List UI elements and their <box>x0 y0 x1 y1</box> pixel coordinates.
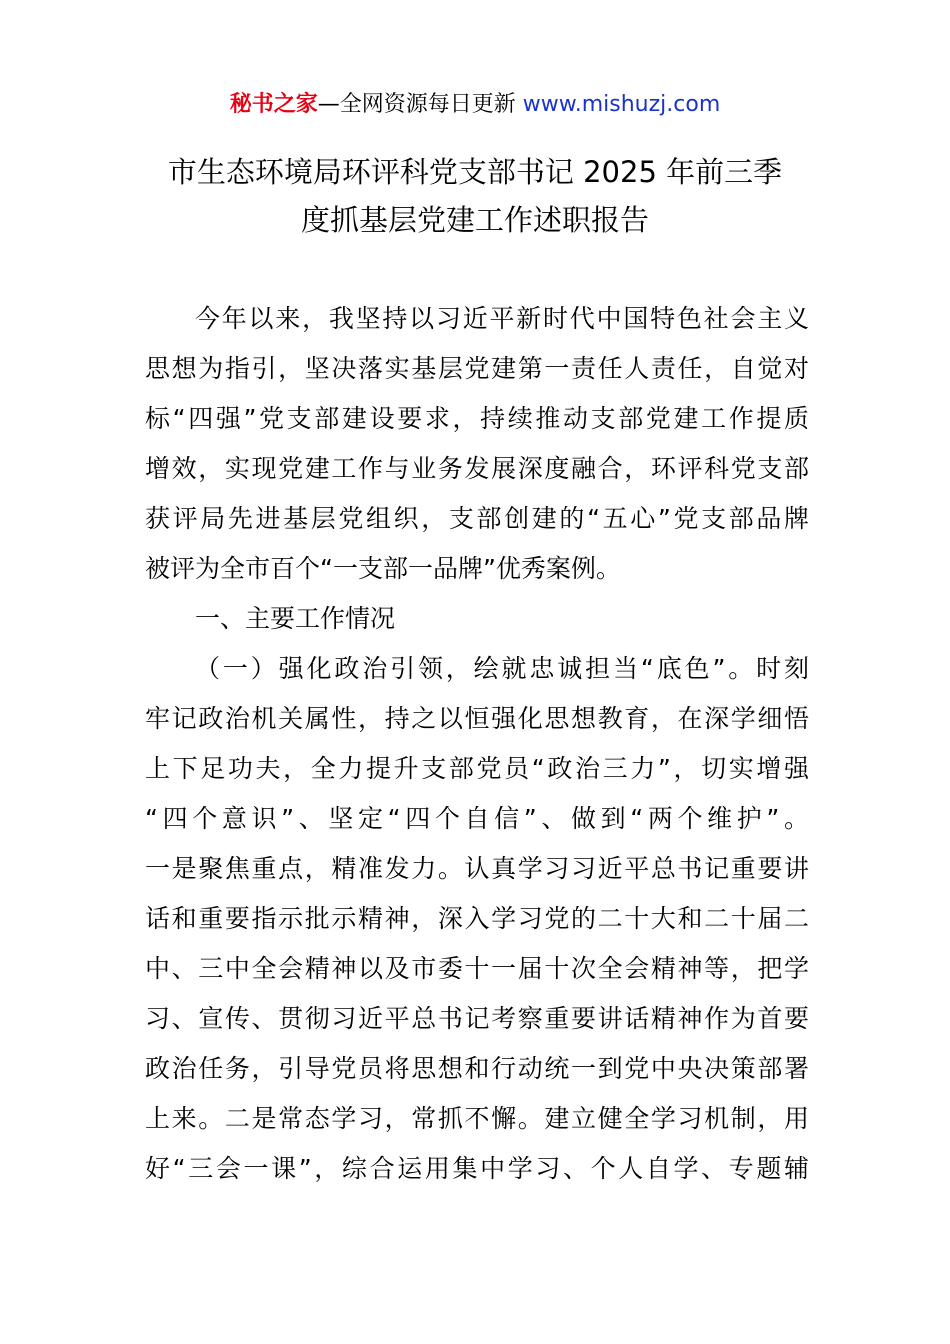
body-line: 牢记政治机关属性，持之以恒强化思想教育，在深学细悟 <box>145 704 809 733</box>
document-body <box>145 294 809 1194</box>
body-line: 标“四强”党支部建设要求，持续推动支部党建工作提质 <box>145 404 809 433</box>
site-header <box>0 88 950 122</box>
body-line: 中、三中全会精神以及市委十一届十次全会精神等，把学 <box>145 954 809 983</box>
body-line: 增效，实现党建工作与业务发展深度融合，环评科党支部 <box>145 454 809 483</box>
body-line: 被评为全市百个“一支部一品牌”优秀案例。 <box>145 554 621 583</box>
brand-name: 秘书之家 <box>229 92 318 117</box>
document-title <box>130 148 820 244</box>
body-line: 话和重要指示批示精神，深入学习党的二十大和二十届二 <box>145 904 809 933</box>
body-line: 获评局先进基层党组织，支部创建的“五心”党支部品牌 <box>145 504 809 533</box>
subsection-heading-line: （一）强化政治引领，绘就忠诚担当“底色”。时刻 <box>195 654 809 683</box>
body-line: 政治任务，引导党员将思想和行动统一到党中央决策部署 <box>145 1054 809 1083</box>
body-line: 上下足功夫，全力提升支部党员“政治三力”，切实增强 <box>145 754 809 783</box>
section-heading: 一、主要工作情况 <box>195 604 396 633</box>
site-url-link[interactable]: www.mishuzj.com <box>522 92 721 117</box>
body-line: 好“三会一课”，综合运用集中学习、个人自学、专题辅 <box>145 1154 809 1183</box>
header-tagline: —全网资源每日更新 <box>317 92 523 117</box>
title-line-1: 市生态环境局环评科党支部书记 2025 年前三季 <box>167 155 783 189</box>
body-line: 今年以来，我坚持以习近平新时代中国特色社会主义 <box>195 304 809 333</box>
body-line: 一是聚焦重点，精准发力。认真学习习近平总书记重要讲 <box>145 854 809 883</box>
body-line: “四个意识”、坚定“四个自信”、做到“两个维护”。 <box>145 804 809 833</box>
title-line-2: 度抓基层党建工作述职报告 <box>300 203 649 237</box>
body-line: 思想为指引，坚决落实基层党建第一责任人责任，自觉对 <box>145 354 809 383</box>
body-line: 上来。二是常态学习，常抓不懈。建立健全学习机制，用 <box>145 1104 809 1133</box>
body-line: 习、宣传、贯彻习近平总书记考察重要讲话精神作为首要 <box>145 1004 809 1033</box>
